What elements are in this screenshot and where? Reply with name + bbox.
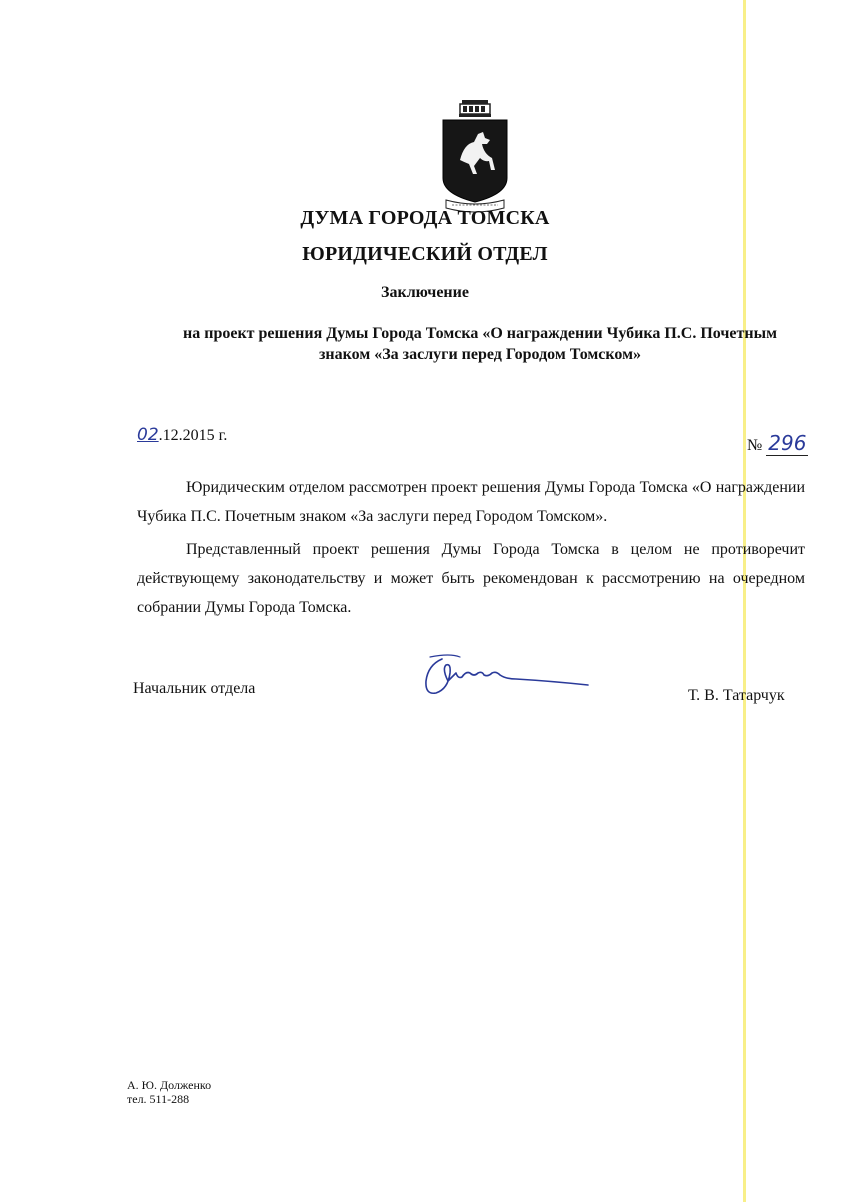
document-subject (150, 323, 810, 365)
subject-line-2: знаком «За заслуги перед Городом Томском» (318, 346, 642, 363)
paragraph-2: Представленный проект решения Думы Города Томска в целом не противоречит действующему законодательству и может быть рекомендован к рассмотрению на очередном собрании Думы Города Томска. (137, 541, 805, 616)
document-date (137, 425, 227, 445)
executor-name: А. Ю. Долженко (127, 1078, 212, 1092)
number-prefix: № (747, 437, 763, 454)
signer-name: Т. В. Татарчук (688, 687, 785, 704)
signer-role: Начальник отдела (133, 680, 256, 697)
organization-name: ДУМА ГОРОДА ТОМСКА (300, 207, 550, 229)
handwritten-signature-icon (420, 651, 595, 701)
executor-info (127, 1078, 211, 1106)
date-rest: .12.2015 г. (158, 427, 228, 444)
executor-phone: тел. 511-288 (127, 1092, 190, 1106)
number-handwritten: 296 (768, 431, 807, 455)
date-day-handwritten: 02 (137, 425, 159, 445)
document-number (747, 431, 808, 455)
subject-line-1: на проект решения Думы Города Томска «О награждении Чубика П.С. Почетным (183, 325, 777, 342)
paragraph-1: Юридическим отделом рассмотрен проект решения Думы Города Томска «О награждении Чубика П.С. Почетным знаком «За заслуги перед Городом Томском». (137, 479, 805, 525)
department-name: ЮРИДИЧЕСКИЙ ОТДЕЛ (302, 243, 548, 265)
document-title: Заключение (381, 284, 469, 301)
coat-of-arms-icon (440, 98, 510, 216)
